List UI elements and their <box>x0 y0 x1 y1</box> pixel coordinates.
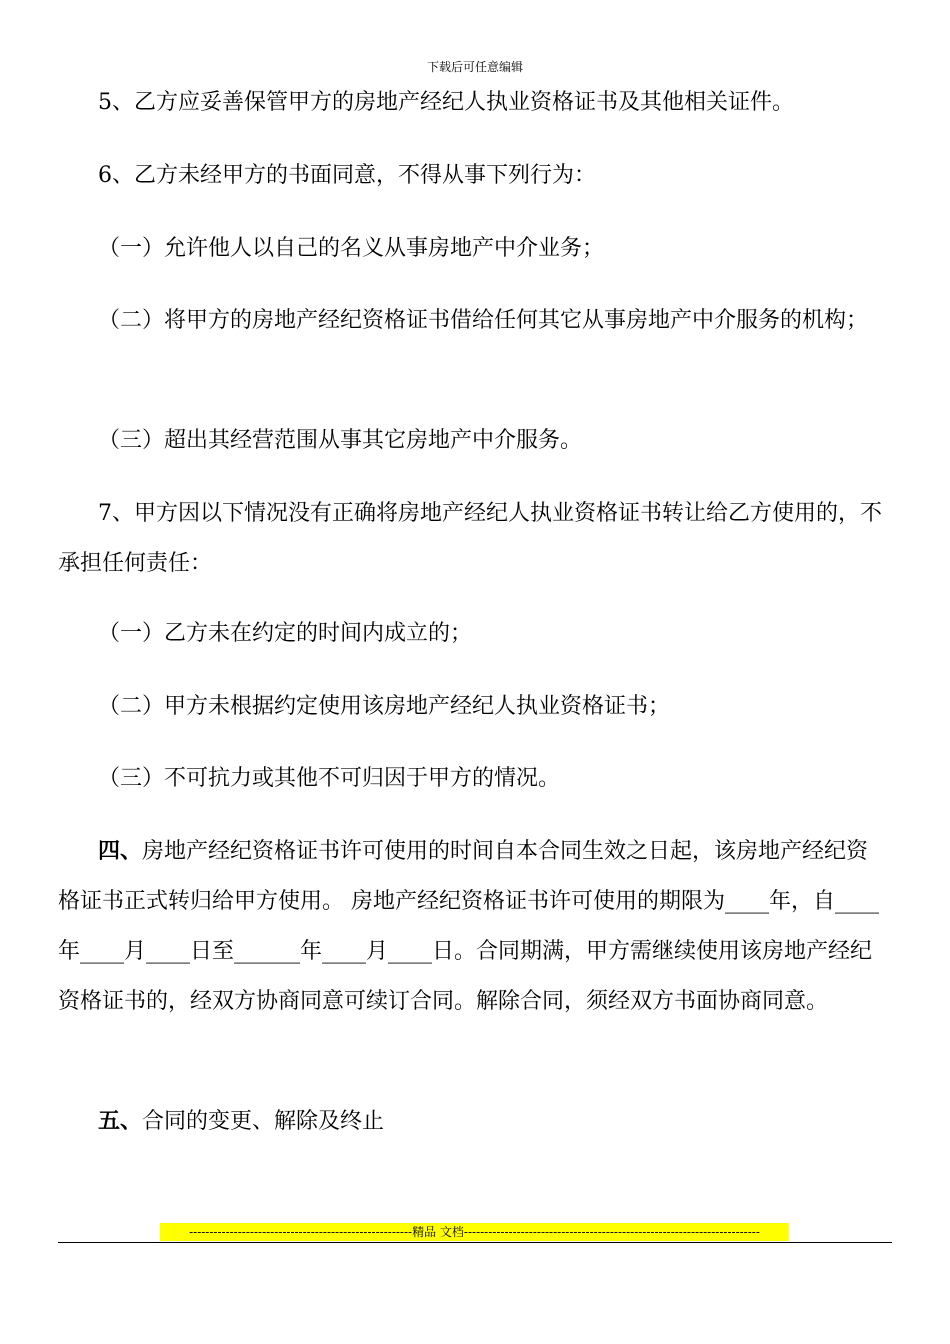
paragraph-6-item-2: （二）将甲方的房地产经纪资格证书借给任何其它从事房地产中介服务的机构； <box>98 308 869 333</box>
section-5-heading: 五、 <box>98 1108 143 1134</box>
section-4-body: 房地产经纪资格证书许可使用的时间自本合同生效之日起，该房地产经纪资格证书正式转归给甲方使用。 房地产经纪资格证书许可使用的期限为____年，自____年____月____日至______年____月____日。合同期满，甲方需继续使用该房地产经纪资格证书的，经双方协商同意可续订合同。解除合同，须经双方书面协商同意。 <box>58 839 879 1014</box>
paragraph-7-item-1: （一）乙方未在约定的时间内成立的； <box>98 621 473 646</box>
paragraph-7: 7、甲方因以下情况没有正确将房地产经纪人执业资格证书转让给乙方使用的，不承担任何责任： <box>58 501 882 576</box>
paragraph-7-item-3: （三）不可抗力或其他不可归因于甲方的情况。 <box>98 766 561 791</box>
footer-highlight: -------------------------------------------------------精品 文档------------------------------------------------------------------------- <box>160 1223 789 1241</box>
footer-rule <box>58 1242 892 1243</box>
section-4-heading: 四、 <box>98 838 143 864</box>
paragraph-5: 5、乙方应妥善保管甲方的房地产经纪人执业资格证书及其他相关证件。 <box>98 90 794 115</box>
page-header: 下载后可任意编辑 <box>426 60 523 74</box>
section-4 <box>58 826 890 1027</box>
section-5 <box>58 1096 890 1147</box>
paragraph-6-item-3: （三）超出其经营范围从事其它房地产中介服务。 <box>98 428 583 453</box>
paragraph-6: 6、乙方未经甲方的书面同意，不得从事下列行为： <box>98 163 596 188</box>
paragraph-6-item-1: （一）允许他人以自己的名义从事房地产中介业务； <box>98 236 605 261</box>
paragraph-7-item-2: （二）甲方未根据约定使用该房地产经纪人执业资格证书； <box>98 694 671 719</box>
section-5-body: 合同的变更、解除及终止 <box>142 1109 385 1134</box>
